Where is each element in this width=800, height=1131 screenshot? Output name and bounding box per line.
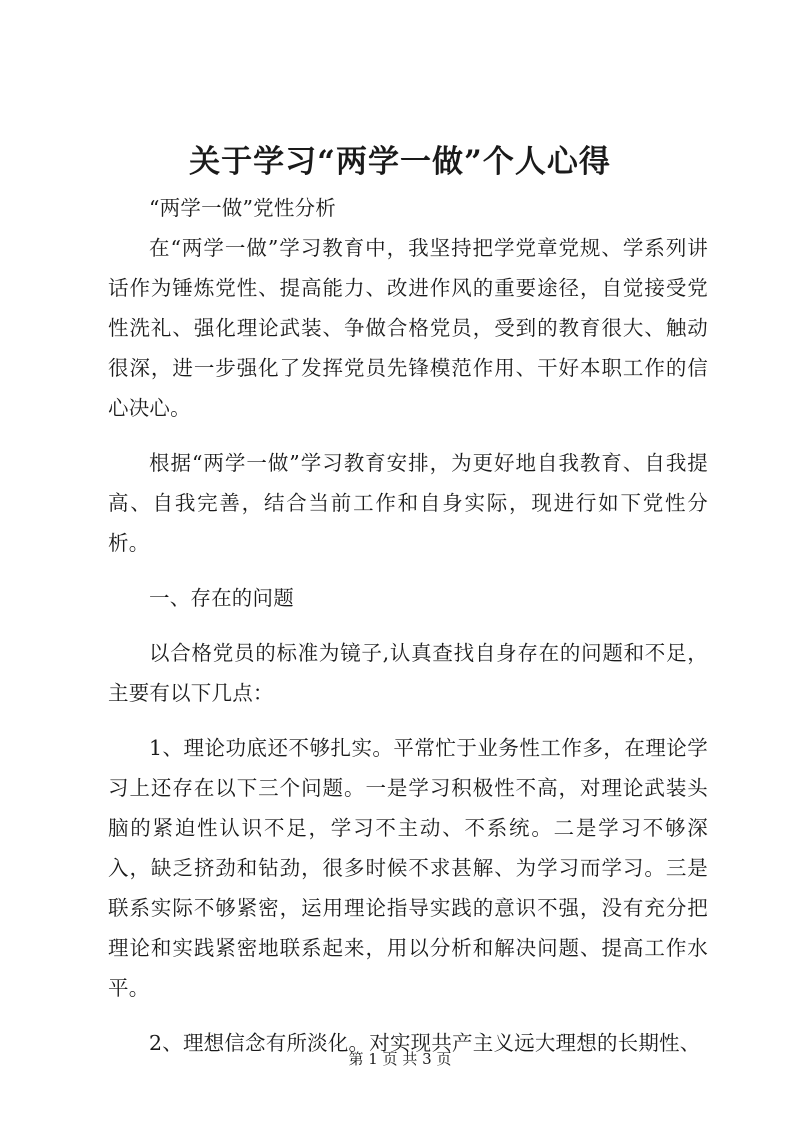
document-title: 关于学习“两学一做”个人心得 bbox=[189, 144, 611, 180]
page-footer: 第 1 页 共 3 页 bbox=[348, 1050, 452, 1068]
paragraph-problem-1: 1、理论功底还不够扎实。平常忙于业务性工作多，在理论学习上还存在以下三个问题。一是学习积极性不高，对理论武装头脑的紧迫性认识不足，学习不主动、不系统。二是学习不够深入，缺乏挤劲和钻劲，很多时候不求甚解、为学习而学习。三是联系实际不够紧密，运用理论指导实践的意识不强，没有充分把理论和实践紧密地联系起来，用以分析和解决问题、提高工作水平。 bbox=[108, 736, 708, 1000]
document-body bbox=[108, 188, 708, 1063]
paragraph-intro: 在“两学一做”学习教育中，我坚持把学党章党规、学系列讲话作为锤炼党性、提高能力、改进作风的重要途径，自觉接受党性洗礼、强化理论武装、争做合格党员，受到的教育很大、触动很深，进一步强化了发挥党员先锋模范作用、干好本职工作的信心决心。 bbox=[108, 236, 708, 420]
paragraph-problem-2: 2、理想信念有所淡化。对实现共产主义远大理想的长期性、 bbox=[149, 1031, 701, 1055]
paragraph-basis: 根据“两学一做”学习教育安排，为更好地自我教育、自我提高、自我完善，结合当前工作和自身实际，现进行如下党性分析。 bbox=[108, 451, 708, 555]
section-heading-problems: 一、存在的问题 bbox=[149, 586, 294, 610]
section-subtitle: “两学一做”党性分析 bbox=[149, 196, 336, 220]
paragraph-problems-intro: 以合格党员的标准为镜子,认真查找自身存在的问题和不足，主要有以下几点： bbox=[108, 641, 708, 705]
